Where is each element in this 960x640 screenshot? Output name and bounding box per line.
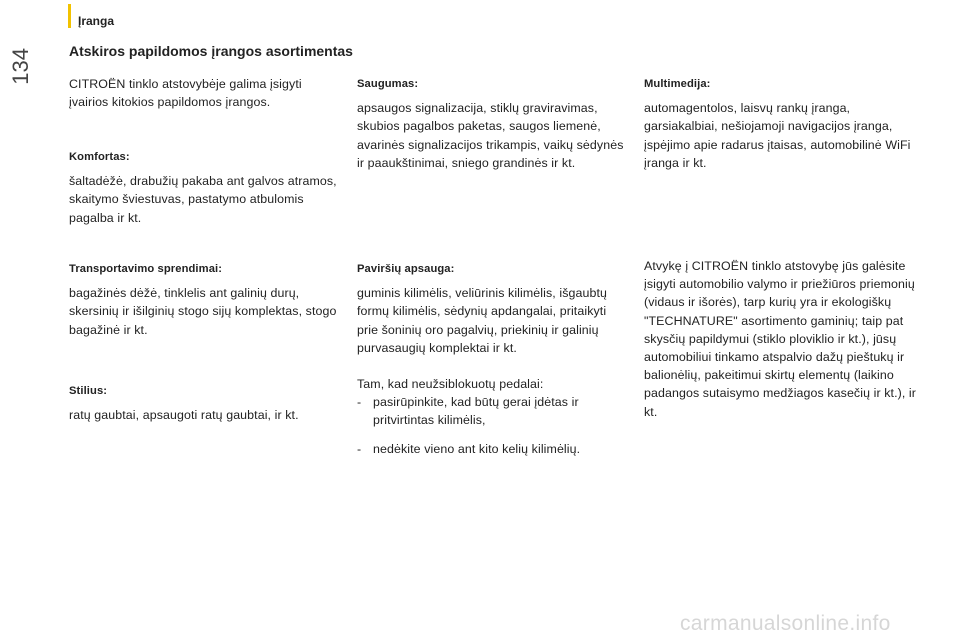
section-multimedija xyxy=(644,75,924,172)
section-transportavimas xyxy=(69,260,337,339)
page-title: Atskiros papildomos įrangos asortimentas xyxy=(69,43,353,59)
section-text: automagentolos, laisvų rankų įranga, garsiakalbiai, nešiojamoji navigacijos įranga, įspėjimo apie radarus įtaisas, automobilinė WiFi įranga ir kt. xyxy=(644,101,911,170)
list-item xyxy=(357,440,629,458)
section-text: Atvykę į CITROËN tinklo atstovybę jūs galėsite įsigyti automobilio valymo ir priežiūros priemonių (vidaus ir išorės), tarp kurių yra ir ekologiškų "TECHNATURE" asortimento gaminių; taip pat skysčių papildymui (stiklo ploviklio ir kt.), jūsų automobiliui tinkamo atspalvio dažų pieštukų ir balionėlių, pakeitimui skirtų elementų (laikino padangos sutaisymo medžiagos kasečių ir kt.), ir kt. xyxy=(644,259,917,419)
section-heading: Stilius: xyxy=(69,385,108,397)
section-stilius xyxy=(69,382,337,424)
section-atvyke xyxy=(644,257,926,421)
watermark: carmanualsonline.info xyxy=(680,612,891,635)
section-text: apsaugos signalizacija, stiklų graviravimas, skubios pagalbos paketas, saugos liemenė, avarinės signalizacijos trikampis, vaikų sėdynės ir paaukštinimai, sniego grandinės ir kt. xyxy=(357,101,624,170)
page-number: 134 xyxy=(8,48,33,85)
section-heading: Transportavimo sprendimai: xyxy=(69,263,223,275)
list-item-text: nedėkite vieno ant kito kelių kilimėlių. xyxy=(373,441,581,456)
section-text: ratų gaubtai, apsaugoti ratų gaubtai, ir kt. xyxy=(69,408,299,423)
section-accent-bar xyxy=(68,4,71,28)
dash-bullet: - xyxy=(357,395,362,410)
section-heading: Saugumas: xyxy=(357,78,419,90)
section-komfortas xyxy=(69,148,337,227)
dash-bullet: - xyxy=(357,441,362,456)
section-tab: Įranga xyxy=(78,14,115,28)
section-text: guminis kilimėlis, veliūrinis kilimėlis, išgaubtų formų kilimėlis, sėdynių apdangalai, pritaikyti prie šoninių oro pagalvių, priekinių ir galinių purvasaugių komplektai ir kt. xyxy=(357,286,608,355)
section-heading: Komfortas: xyxy=(69,151,130,163)
pedals-intro: Tam, kad neužsiblokuotų pedalai: xyxy=(357,377,544,392)
section-saugumas xyxy=(357,75,625,172)
section-text: bagažinės dėžė, tinklelis ant galinių durų, skersinių ir išilginių stogo sijų komplektas, stogo bagažinė ir kt. xyxy=(69,286,337,337)
intro-text: CITROËN tinklo atstovybėje galima įsigyti įvairios kitokios papildomos įrangos. xyxy=(69,77,302,110)
section-heading: Multimedija: xyxy=(644,78,711,90)
section-heading: Paviršių apsauga: xyxy=(357,263,455,275)
section-text: šaltadėžė, drabužių pakaba ant galvos atramos, skaitymo šviestuvas, pastatymo atbulomis pagalba ir kt. xyxy=(69,174,337,225)
list-item xyxy=(357,393,629,429)
list-item-text: pasirūpinkite, kad būtų gerai įdėtas ir pritvirtintas kilimėlis, xyxy=(373,395,579,428)
section-pavirsiu-apsauga xyxy=(357,260,629,458)
intro-block xyxy=(69,75,337,111)
